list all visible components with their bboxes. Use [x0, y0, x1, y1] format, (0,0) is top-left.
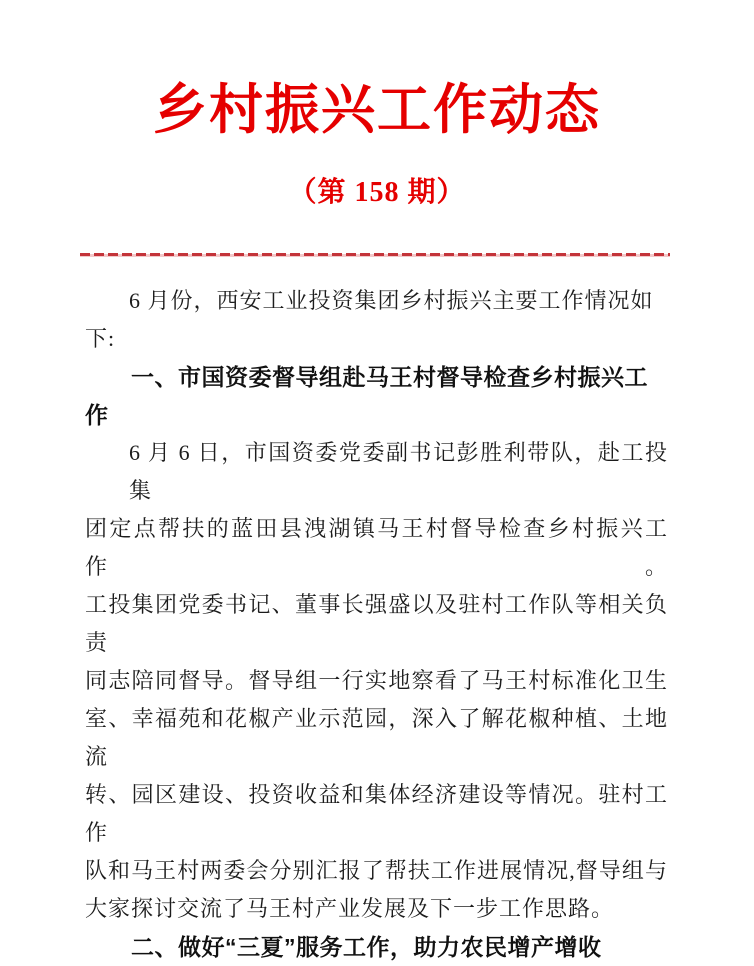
section-2-heading: 二、做好“三夏”服务工作，助力农民增产增收 — [131, 934, 602, 960]
doc-title: 乡村振兴工作动态 — [153, 80, 601, 140]
paragraph-line: 大家探讨交流了马王村产业发展及下一步工作思路。 — [85, 896, 615, 921]
paragraph-line: 团定点帮扶的蓝田县洩湖镇马王村督导检查乡村振兴工作。 — [85, 516, 668, 579]
paragraph-line: 室、幸福苑和花椒产业示范园，深入了解花椒种植、土地流 — [85, 706, 668, 769]
document-page — [0, 78, 754, 960]
paragraph-line: 工投集团党委书记、董事长强盛以及驻村工作队等相关负责 — [85, 592, 668, 655]
section-1-paragraph — [85, 434, 668, 928]
doc-body — [85, 282, 668, 966]
issue-number: （第 158 期） — [288, 177, 466, 208]
paragraph-line: 队和马王村两委会分别汇报了帮扶工作进展情况,督导组与 — [85, 858, 668, 883]
paragraph-line: 6 月 6 日，市国资委党委副书记彭胜利带队，赴工投集 — [129, 440, 668, 503]
dashed-divider — [80, 253, 670, 257]
paragraph-line: 转、园区建设、投资收益和集体经济建设等情况。驻村工作 — [85, 782, 668, 845]
intro-paragraph: 6 月份，西安工业投资集团乡村振兴主要工作情况如下: — [85, 288, 654, 351]
paragraph-line: 同志陪同督导。督导组一行实地察看了马王村标准化卫生 — [85, 668, 668, 693]
section-1-heading: 一、市国资委督导组赴马王村督导检查乡村振兴工作 — [85, 364, 648, 428]
